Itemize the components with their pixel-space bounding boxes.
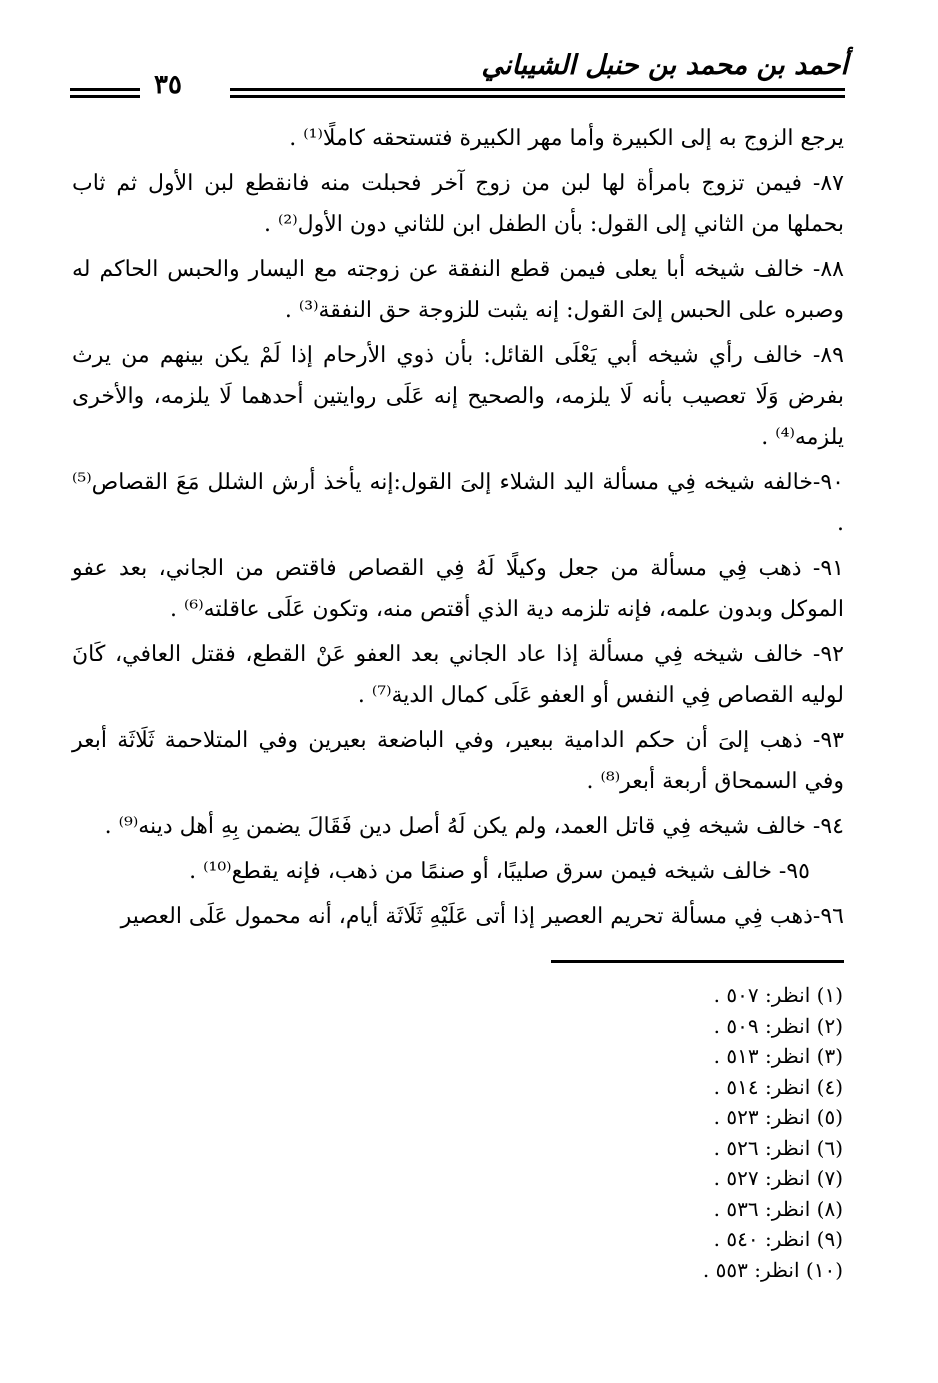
- continued-paragraph: يرجع الزوج به إلى الكبيرة وأما مهر الكبيرة فتستحقه كاملًا⁽¹⁾ .: [289, 126, 844, 151]
- paragraph-91: ٩١- ذهب فِي مسألة من جعل وكيلًا لَهُ فِي القصاص فاقتص من الجاني، بعد عفو الموكل وبدون علمه، فإنه تلزمه دية الذي أقتص منه، وتكون عَلَى عاقلته⁽⁶⁾ .: [72, 556, 844, 622]
- footnote-6: (٦) انظر: ٥٢٦ .: [713, 1135, 843, 1160]
- paragraph-89: ٨٩- خالف رأي شيخه أبي يَعْلَى القائل: بأن ذوي الأرحام إذا لَمْ يكن بينهم من يرث بفرض وَلَا تعصيب بأنه لَا يلزمه، والصحيح إنه عَلَى روايتين أحدهما لَا يلزمه، والأخرى يلزمه⁽⁴⁾ .: [72, 343, 844, 450]
- footnotes: [443, 980, 843, 1285]
- footnote-9: (٩) انظر: ٥٤٠ .: [713, 1227, 843, 1251]
- main-text: [72, 118, 844, 941]
- header-rule-left: [70, 88, 140, 91]
- paragraph-90: ٩٠-خالفه شيخه فِي مسألة اليد الشلاء إلىَ القول:إنه يأخذ أرش الشلل مَعَ القصاص⁽⁵⁾ .: [72, 470, 844, 536]
- paragraph-88: ٨٨- خالف شيخه أبا يعلى فيمن قطع النفقة عن زوجته مع اليسار والحبس الحاكم له وصبره على الحبس إلىَ القول: إنه يثبت للزوجة حق النفقة⁽³⁾ .: [72, 257, 844, 323]
- footnote-2: (٢) انظر: ٥٠٩ .: [713, 1013, 843, 1038]
- footnote-4: (٤) انظر: ٥١٤ .: [713, 1074, 843, 1099]
- footnote-5: (٥) انظر: ٥٢٣ .: [713, 1105, 843, 1129]
- paragraph-95: ٩٥- خالف شيخه فيمن سرق صليبًا، أو صنمًا من ذهب، فإنه يقطع⁽¹⁰⁾ .: [189, 859, 810, 884]
- footnote-10: (١٠) انظر: ٥٥٣ .: [702, 1257, 843, 1282]
- paragraph-96: ٩٦-ذهب فِي مسألة تحريم العصير إذا أتى عَلَيْهِ ثَلَاثَة أيام، أنه محمول عَلَى العصير: [120, 904, 844, 929]
- paragraph-94: ٩٤- خالف شيخه فِي قاتل العمد، ولم يكن لَهُ أصل دين فَقَالَ يضمن بِهِ أهل دينه⁽⁹⁾ .: [104, 814, 844, 839]
- running-header-title: أحمد بن محمد بن حنبل الشيباني: [481, 50, 848, 81]
- header-rule-right: [230, 88, 845, 91]
- page-number: ٣٥: [154, 70, 182, 100]
- footnote-7: (٧) انظر: ٥٢٧ .: [713, 1166, 843, 1190]
- paragraph-87: ٨٧- فيمن تزوج بامرأة لها لبن من زوج آخر فحبلت منه فانقطع لبن الأول ثم ثاب بحملها من الثاني إلى القول: بأن الطفل ابن للثاني دون الأول⁽²⁾ .: [72, 171, 844, 237]
- footnote-3: (٣) انظر: ٥١٣ .: [713, 1044, 843, 1068]
- footnote-8: (٨) انظر: ٥٣٦ .: [713, 1196, 843, 1221]
- footnote-separator: [551, 960, 844, 963]
- paragraph-93: ٩٣- ذهب إلىَ أن حكم الدامية ببعير، وفي الباضعة بعيرين وفي المتلاحمة ثَلَاثَة أبعر وفي السمحاق أربعة أبعر⁽⁸⁾ .: [72, 728, 844, 794]
- paragraph-92: ٩٢- خالف شيخه فِي مسألة إذا عاد الجاني بعد العفو عَنْ القطع، فقتل العافي، كَانَ لوليه القصاص فِي النفس أو العفو عَلَى كمال الدية⁽⁷⁾ .: [72, 642, 844, 708]
- footnote-1: (١) انظر: ٥٠٧ .: [713, 983, 843, 1007]
